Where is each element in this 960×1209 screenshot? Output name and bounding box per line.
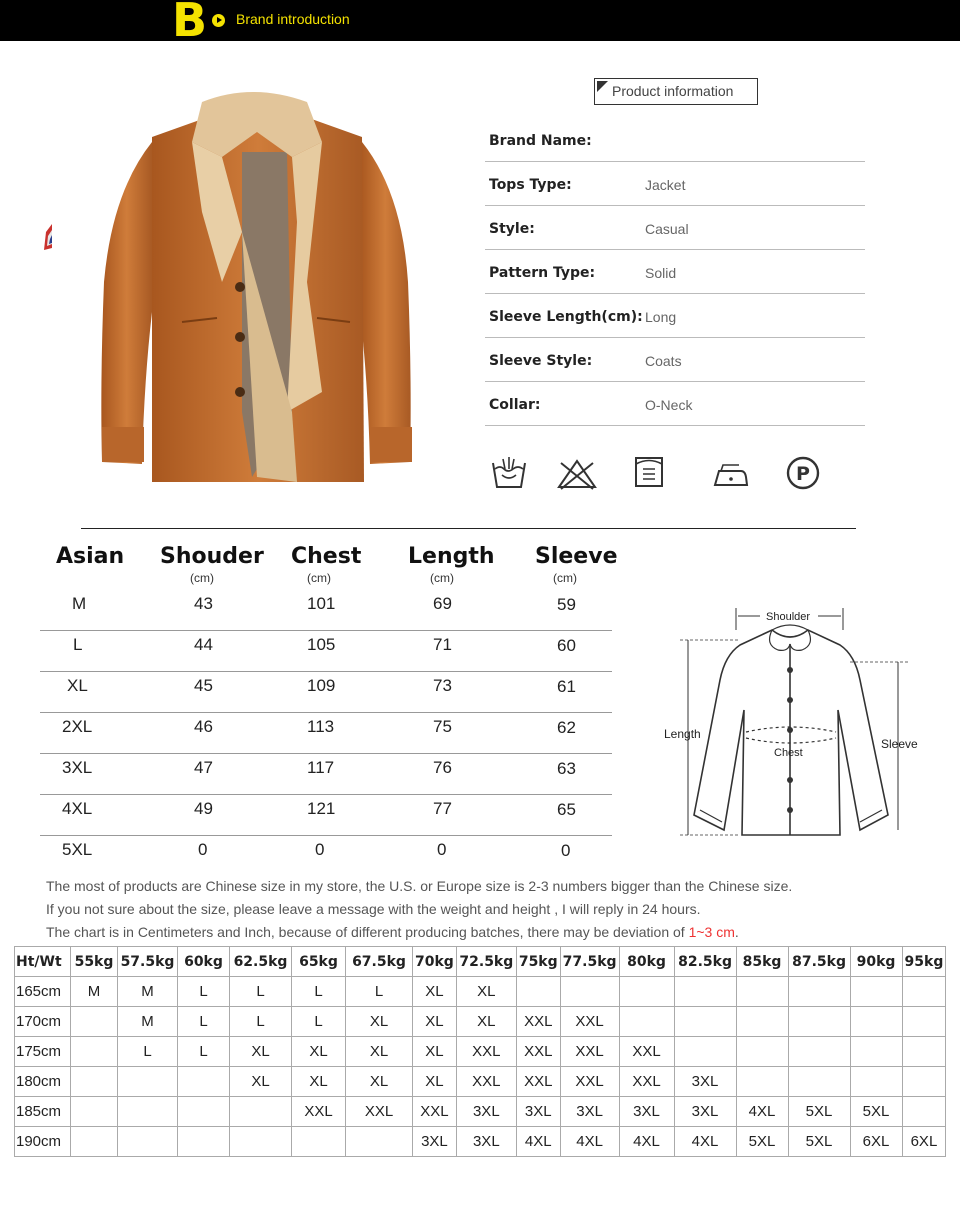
size-cell bbox=[736, 1067, 788, 1097]
size-cell: 62 bbox=[557, 718, 576, 737]
size-cell: L bbox=[178, 1007, 230, 1037]
size-cell: 76 bbox=[433, 758, 452, 777]
size-cell bbox=[230, 1127, 292, 1157]
note-line-1: The most of products are Chinese size in my store, the U.S. or Europe size is 2-3 numbers bigger than the Chinese size. bbox=[46, 878, 793, 894]
row-label-cell: 175cm bbox=[15, 1037, 71, 1067]
note-line-3-prefix: The chart is in Centimeters and Inch, because of different producing batches, there may be deviation of bbox=[46, 924, 689, 940]
size-cell: 4XL bbox=[736, 1097, 788, 1127]
size-cell: 47 bbox=[194, 758, 213, 777]
row-label-cell: 165cm bbox=[15, 977, 71, 1007]
measurement-diagram bbox=[660, 600, 925, 845]
size-cell: L bbox=[292, 1007, 346, 1037]
size-cell bbox=[178, 1067, 230, 1097]
info-row-collar bbox=[485, 382, 865, 426]
size-row-2xl bbox=[40, 713, 612, 754]
size-cell: M bbox=[71, 977, 118, 1007]
info-key: Collar: bbox=[489, 397, 541, 413]
info-key: Pattern Type: bbox=[489, 265, 596, 281]
size-cell: 63 bbox=[557, 759, 576, 778]
play-icon bbox=[212, 14, 225, 27]
size-cell bbox=[178, 1127, 230, 1157]
diagram-label-shoulder: Shoulder bbox=[766, 611, 811, 623]
size-cell: 44 bbox=[194, 635, 213, 654]
size-cell: 5XL bbox=[788, 1127, 850, 1157]
fit-chart-row bbox=[15, 1097, 946, 1127]
size-cell: 57.5kg bbox=[118, 947, 178, 977]
size-cell: XL bbox=[67, 676, 88, 695]
size-cell: L bbox=[118, 1037, 178, 1067]
size-cell: 67.5kg bbox=[346, 947, 413, 977]
size-cell: L bbox=[73, 635, 83, 654]
jacket-product-image bbox=[92, 82, 422, 502]
size-cell: 69 bbox=[433, 594, 452, 613]
size-cell: 43 bbox=[194, 594, 213, 613]
size-cell bbox=[788, 977, 850, 1007]
info-value: O-Neck bbox=[645, 397, 693, 413]
size-cell: 117 bbox=[307, 758, 335, 777]
size-cell: 77 bbox=[433, 799, 452, 818]
row-label-cell: 180cm bbox=[15, 1067, 71, 1097]
info-value: Jacket bbox=[645, 177, 686, 193]
size-cell: 0 bbox=[315, 840, 325, 859]
unit-chest: (cm) bbox=[307, 571, 331, 585]
size-notes bbox=[46, 875, 792, 944]
size-cell bbox=[788, 1037, 850, 1067]
size-cell bbox=[71, 1007, 118, 1037]
size-cell: 71 bbox=[433, 635, 452, 654]
size-row-4xl bbox=[40, 795, 612, 836]
size-cell: XL bbox=[456, 1007, 516, 1037]
size-cell: XXL bbox=[516, 1037, 560, 1067]
size-cell bbox=[118, 1127, 178, 1157]
size-cell: XL bbox=[292, 1037, 346, 1067]
size-cell: 6XL bbox=[902, 1127, 946, 1157]
unit-sleeve: (cm) bbox=[553, 571, 577, 585]
size-cell bbox=[619, 977, 674, 1007]
size-cell bbox=[516, 977, 560, 1007]
size-cell: 3XL bbox=[413, 1127, 457, 1157]
size-cell: 85kg bbox=[736, 947, 788, 977]
size-cell: XXL bbox=[560, 1037, 619, 1067]
size-cell: XL bbox=[346, 1007, 413, 1037]
size-cell bbox=[736, 1037, 788, 1067]
size-cell: L bbox=[178, 1037, 230, 1067]
size-cell bbox=[850, 1007, 902, 1037]
size-cell bbox=[292, 1127, 346, 1157]
size-cell bbox=[71, 1037, 118, 1067]
info-key: Sleeve Style: bbox=[489, 353, 593, 369]
product-information-text: Product information bbox=[612, 83, 734, 99]
size-cell: XL bbox=[413, 977, 457, 1007]
size-cell bbox=[118, 1097, 178, 1127]
unit-length: (cm) bbox=[430, 571, 454, 585]
header-chest: Chest bbox=[291, 544, 362, 569]
size-cell bbox=[902, 1097, 946, 1127]
size-cell: 60kg bbox=[178, 947, 230, 977]
section-divider bbox=[81, 528, 856, 529]
info-key: Style: bbox=[489, 221, 535, 237]
size-row-3xl bbox=[40, 754, 612, 795]
size-cell: 5XL bbox=[788, 1097, 850, 1127]
size-row-xl bbox=[40, 672, 612, 713]
info-row-sleeve-style bbox=[485, 338, 865, 382]
info-row-style bbox=[485, 206, 865, 250]
header-shoulder: Shouder bbox=[160, 544, 264, 569]
size-cell bbox=[902, 1007, 946, 1037]
diagram-label-chest: Chest bbox=[774, 747, 803, 759]
size-cell bbox=[736, 1007, 788, 1037]
size-cell: XL bbox=[346, 1037, 413, 1067]
no-bleach-icon bbox=[555, 455, 599, 491]
size-cell: XL bbox=[346, 1067, 413, 1097]
size-cell: L bbox=[230, 1007, 292, 1037]
size-cell: 72.5kg bbox=[456, 947, 516, 977]
size-cell: 3XL bbox=[560, 1097, 619, 1127]
size-row-l bbox=[40, 631, 612, 672]
size-cell: 60 bbox=[557, 636, 576, 655]
size-cell: 3XL bbox=[674, 1097, 736, 1127]
note-line-2: If you not sure about the size, please leave a message with the weight and height , I will reply in 24 hours. bbox=[46, 901, 701, 917]
size-cell: 4XL bbox=[560, 1127, 619, 1157]
size-cell: 62.5kg bbox=[230, 947, 292, 977]
note-line-3-suffix: . bbox=[734, 924, 739, 940]
brand-header-bar bbox=[0, 0, 960, 47]
brand-logo-letter: B bbox=[172, 0, 208, 47]
size-cell: XXL bbox=[346, 1097, 413, 1127]
size-cell bbox=[674, 1037, 736, 1067]
size-cell bbox=[346, 1127, 413, 1157]
size-cell bbox=[178, 1097, 230, 1127]
size-cell bbox=[902, 977, 946, 1007]
size-cell: XXL bbox=[560, 1067, 619, 1097]
size-cell: XXL bbox=[516, 1067, 560, 1097]
info-key: Tops Type: bbox=[489, 177, 572, 193]
size-cell: 61 bbox=[557, 677, 576, 696]
size-cell bbox=[71, 1127, 118, 1157]
row-label-cell: Ht/Wt bbox=[15, 947, 71, 977]
brand-introduction-title: Brand introduction bbox=[236, 11, 350, 27]
header-length: Length bbox=[408, 544, 495, 569]
info-value: Solid bbox=[645, 265, 677, 281]
size-cell: 55kg bbox=[71, 947, 118, 977]
info-row-brand bbox=[485, 118, 865, 162]
size-cell: 87.5kg bbox=[788, 947, 850, 977]
size-cell: 2XL bbox=[62, 717, 93, 736]
flag-fragment-icon bbox=[44, 222, 52, 250]
size-cell: 46 bbox=[194, 717, 213, 736]
size-cell: XL bbox=[456, 977, 516, 1007]
size-cell: XXL bbox=[456, 1067, 516, 1097]
size-cell: 45 bbox=[194, 676, 213, 695]
size-cell: XXL bbox=[619, 1037, 674, 1067]
size-cell: XL bbox=[413, 1067, 457, 1097]
size-cell bbox=[788, 1067, 850, 1097]
size-cell: 3XL bbox=[62, 758, 93, 777]
size-cell bbox=[674, 977, 736, 1007]
size-cell: 77.5kg bbox=[560, 947, 619, 977]
size-cell bbox=[71, 1067, 118, 1097]
size-cell: XXL bbox=[560, 1007, 619, 1037]
fit-chart-row bbox=[15, 1127, 946, 1157]
product-info-table bbox=[485, 118, 865, 426]
iron-icon bbox=[711, 455, 751, 491]
info-key: Brand Name: bbox=[489, 133, 592, 149]
size-cell: 75kg bbox=[516, 947, 560, 977]
size-cell: M bbox=[72, 594, 87, 613]
size-cell: 0 bbox=[198, 840, 208, 859]
fit-chart-row bbox=[15, 1037, 946, 1067]
size-cell: L bbox=[346, 977, 413, 1007]
size-cell: L bbox=[292, 977, 346, 1007]
size-cell: 90kg bbox=[850, 947, 902, 977]
info-value: Long bbox=[645, 309, 677, 325]
care-icons-row bbox=[485, 455, 845, 495]
info-row-pattern-type bbox=[485, 250, 865, 294]
row-label-cell: 185cm bbox=[15, 1097, 71, 1127]
size-cell: XL bbox=[413, 1007, 457, 1037]
size-cell: 59 bbox=[557, 595, 576, 614]
size-cell: 82.5kg bbox=[674, 947, 736, 977]
size-cell: 80kg bbox=[619, 947, 674, 977]
size-cell bbox=[230, 1097, 292, 1127]
height-weight-fit-chart bbox=[14, 946, 946, 1157]
row-label-cell: 170cm bbox=[15, 1007, 71, 1037]
size-cell bbox=[902, 1037, 946, 1067]
corner-triangle-icon bbox=[597, 81, 608, 92]
size-cell: 75 bbox=[433, 717, 452, 736]
size-cell: L bbox=[178, 977, 230, 1007]
product-information-label bbox=[594, 78, 758, 105]
fit-chart-header-row bbox=[15, 947, 946, 977]
size-cell: M bbox=[118, 977, 178, 1007]
info-value: Casual bbox=[645, 221, 689, 237]
size-cell: XXL bbox=[516, 1007, 560, 1037]
size-cell: 3XL bbox=[516, 1097, 560, 1127]
size-cell: 101 bbox=[307, 594, 336, 613]
size-cell bbox=[560, 977, 619, 1007]
dry-clean-p-icon bbox=[785, 455, 821, 491]
size-row-5xl bbox=[40, 836, 612, 877]
size-cell: XXL bbox=[619, 1067, 674, 1097]
size-cell: 65 bbox=[557, 800, 576, 819]
size-cell: XL bbox=[413, 1037, 457, 1067]
info-row-tops-type bbox=[485, 162, 865, 206]
size-cell bbox=[850, 977, 902, 1007]
diagram-label-length: Length bbox=[664, 727, 701, 741]
note-line-3 bbox=[46, 921, 792, 944]
size-cell bbox=[118, 1067, 178, 1097]
size-cell: 121 bbox=[307, 799, 336, 818]
size-cell: 5XL bbox=[62, 840, 93, 859]
size-cell: 95kg bbox=[902, 947, 946, 977]
size-cell: 105 bbox=[307, 635, 336, 654]
size-cell bbox=[674, 1007, 736, 1037]
size-cell bbox=[788, 1007, 850, 1037]
size-cell: 0 bbox=[561, 841, 571, 860]
size-cell: 73 bbox=[433, 676, 452, 695]
header-asian: Asian bbox=[56, 544, 125, 569]
svg-text:P: P bbox=[796, 463, 810, 485]
header-sleeve: Sleeve bbox=[535, 544, 618, 569]
size-cell: 65kg bbox=[292, 947, 346, 977]
size-cell bbox=[902, 1067, 946, 1097]
size-cell: 4XL bbox=[674, 1127, 736, 1157]
note-deviation-value: 1~3 cm bbox=[688, 924, 735, 940]
diagram-label-sleeve: Sleeve bbox=[881, 737, 918, 751]
size-cell: 4XL bbox=[62, 799, 93, 818]
fit-chart-row bbox=[15, 1067, 946, 1097]
info-row-sleeve-length bbox=[485, 294, 865, 338]
size-cell: 3XL bbox=[456, 1097, 516, 1127]
unit-shoulder: (cm) bbox=[190, 571, 214, 585]
row-label-cell: 190cm bbox=[15, 1127, 71, 1157]
size-cell: 49 bbox=[194, 799, 213, 818]
size-cell bbox=[619, 1007, 674, 1037]
size-cell: 5XL bbox=[736, 1127, 788, 1157]
size-cell bbox=[736, 977, 788, 1007]
fit-chart-row bbox=[15, 1007, 946, 1037]
size-cell: XXL bbox=[456, 1037, 516, 1067]
size-cell: XL bbox=[230, 1037, 292, 1067]
size-cell: 113 bbox=[307, 717, 335, 736]
size-cell: XL bbox=[292, 1067, 346, 1097]
size-cell: M bbox=[118, 1007, 178, 1037]
size-cell: L bbox=[230, 977, 292, 1007]
size-cell: 109 bbox=[307, 676, 336, 695]
size-cell bbox=[850, 1067, 902, 1097]
size-cell: XL bbox=[230, 1067, 292, 1097]
size-cell: 70kg bbox=[413, 947, 457, 977]
size-cell bbox=[850, 1037, 902, 1067]
size-cell: XXL bbox=[413, 1097, 457, 1127]
info-value: Coats bbox=[645, 353, 682, 369]
size-cell: 6XL bbox=[850, 1127, 902, 1157]
info-key: Sleeve Length(cm): bbox=[489, 309, 643, 325]
size-cell: 3XL bbox=[456, 1127, 516, 1157]
size-cell: 5XL bbox=[850, 1097, 902, 1127]
size-cell: 4XL bbox=[619, 1127, 674, 1157]
size-cell: 0 bbox=[437, 840, 447, 859]
size-cell bbox=[71, 1097, 118, 1127]
size-row-m bbox=[40, 590, 612, 631]
size-cell: XXL bbox=[292, 1097, 346, 1127]
tumble-dry-icon bbox=[633, 455, 665, 489]
size-cell: 3XL bbox=[619, 1097, 674, 1127]
fit-chart-row bbox=[15, 977, 946, 1007]
size-cell: 4XL bbox=[516, 1127, 560, 1157]
size-cell: 3XL bbox=[674, 1067, 736, 1097]
hand-wash-icon bbox=[490, 455, 528, 491]
